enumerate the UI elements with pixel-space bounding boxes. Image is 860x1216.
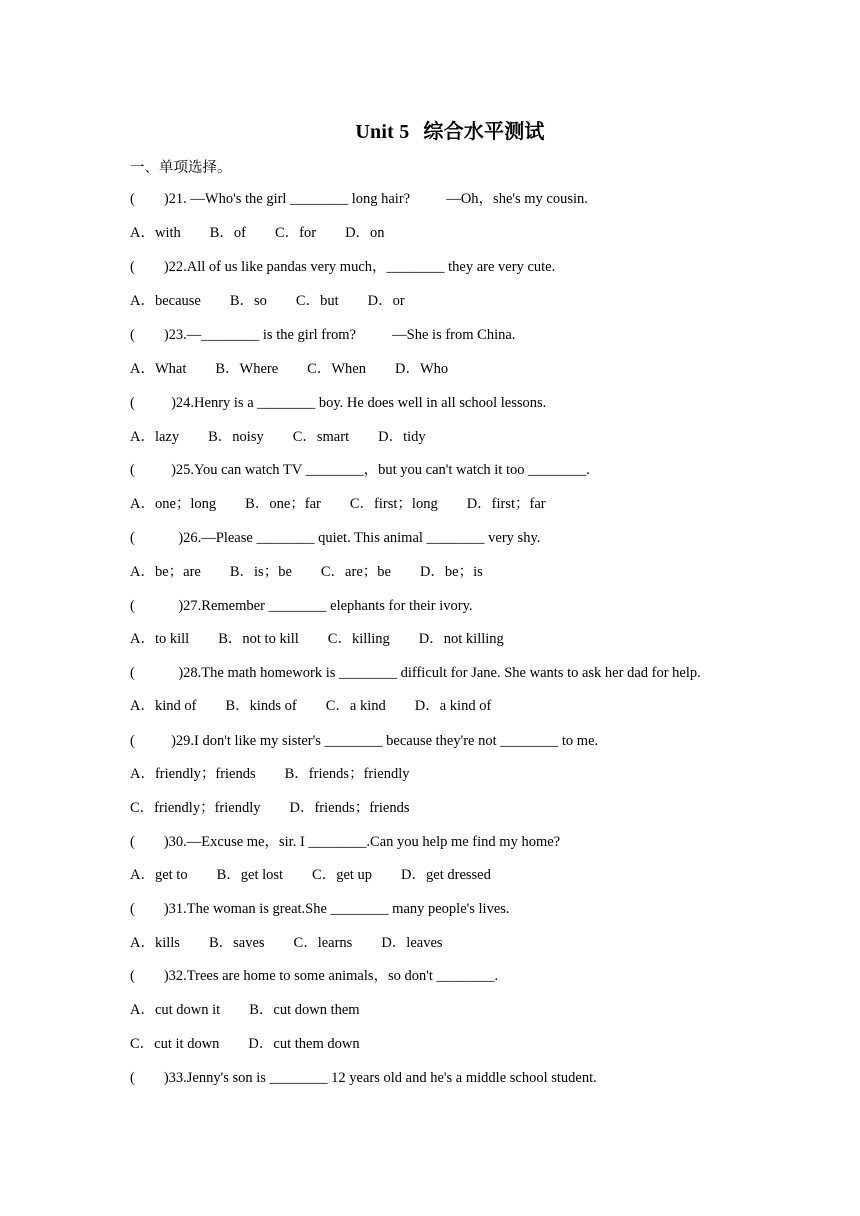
question-line: ( )31.The woman is great.She ________ many people's lives. xyxy=(130,901,510,917)
question-line: ( )25.You can watch TV ________，but you can't watch it too ________. xyxy=(130,462,590,478)
options-line: A．friendly；friends B．friends；friendly xyxy=(130,766,410,782)
options-line: A．get to B．get lost C．get up D．get dressed xyxy=(130,867,491,883)
question-line: ( )33.Jenny's son is ________ 12 years old and he's a middle school student. xyxy=(130,1070,597,1086)
question-line: ( )29.I don't like my sister's ________ because they're not ________ to me. xyxy=(130,733,599,749)
question-line: ( )32.Trees are home to some animals，so don't ________. xyxy=(130,968,499,984)
title-chinese: 综合水平测试 xyxy=(423,121,545,143)
question-line: ( )24.Henry is a ________ boy. He does well in all school lessons. xyxy=(130,395,547,411)
question-line: ( )21. —Who's the girl ________ long hair? —Oh，she's my cousin. xyxy=(130,191,588,207)
options-line: A．be；are B．is；be C．are；be D．be；is xyxy=(130,564,483,580)
section-heading: 一、单项选择。 xyxy=(130,160,232,176)
options-line: A．lazy B．noisy C．smart D．tidy xyxy=(130,429,426,445)
options-line: C．cut it down D．cut them down xyxy=(130,1036,360,1052)
options-line: A．kind of B．kinds of C．a kind D．a kind of xyxy=(130,698,492,714)
question-line: ( )30.—Excuse me，sir. I ________.Can you help me find my home? xyxy=(130,834,561,850)
options-line: C．friendly；friendly D．friends；friends xyxy=(130,800,410,816)
question-line: ( )26.—Please ________ quiet. This animal ________ very shy. xyxy=(130,530,541,546)
options-line: A．kills B．saves C．learns D．leaves xyxy=(130,935,443,951)
question-line: ( )27.Remember ________ elephants for their ivory. xyxy=(130,598,473,614)
title-unit: Unit 5 xyxy=(355,121,410,143)
question-line: ( )23.—________ is the girl from? —She is from China. xyxy=(130,327,516,343)
options-line: A．cut down it B．cut down them xyxy=(130,1002,360,1018)
question-line: ( )22.All of us like pandas very much，________ they are very cute. xyxy=(130,259,556,275)
options-line: A．with B．of C．for D．on xyxy=(130,225,385,241)
page-title xyxy=(0,115,860,144)
options-line: A．to kill B．not to kill C．killing D．not killing xyxy=(130,631,504,647)
options-line: A．one；long B．one；far C．first；long D．first；far xyxy=(130,496,546,512)
options-line: A．because B．so C．but D．or xyxy=(130,293,405,309)
options-line: A．What B．Where C．When D．Who xyxy=(130,361,449,377)
question-line: ( )28.The math homework is ________ difficult for Jane. She wants to ask her dad for help. xyxy=(130,665,701,681)
